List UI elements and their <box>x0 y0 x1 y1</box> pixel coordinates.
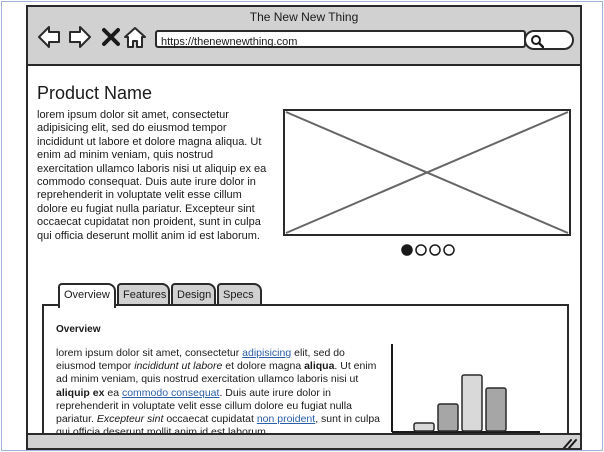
address-input[interactable] <box>157 35 524 49</box>
tab-design[interactable] <box>171 283 216 305</box>
overview-text-normal: ea <box>104 386 122 399</box>
image-placeholder-icon <box>283 109 571 236</box>
overview-text-normal: elit, sed do eiusmod tempor <box>56 347 345 373</box>
address-bar[interactable] <box>155 30 526 48</box>
overview-text-normal: et dolore magna <box>222 360 305 373</box>
overview-text-normal: . Duis aute irure dolor in reprehenderit in voluptate velit esse cillum dolore eu fugiat nulla pariatur. <box>56 386 352 426</box>
overview-body <box>56 347 381 439</box>
overview-text-normal: , sunt in culpa <box>315 413 380 426</box>
overview-text-normal: . Ut enim ad minim veniam, quis nostrud exercitation ullamco laboris nisi ut <box>56 360 377 386</box>
chart-bar <box>414 423 434 431</box>
close-icon[interactable] <box>99 25 123 49</box>
overview-heading: Overview <box>56 324 101 335</box>
search-icon <box>530 34 544 48</box>
carousel-indicator <box>400 243 456 257</box>
window-title: The New New Thing <box>249 10 359 24</box>
tab-specs[interactable] <box>217 283 262 305</box>
product-description: lorem ipsum dolor sit amet, consectetur adipisicing elit, sed do eiusmod tempor incididunt ut labore et dolore magna aliqua. Ut enim ad minim veniam, quis nostrud exercitation ullamco laboris nisi ut aliquip ex ea commodo consequat. Duis aute irure dolor in reprehenderit in voluptate velit esse cillum dolore eu fugiat nulla pariatur. Excepteur sint occaecat cupidatat non proident, sunt in culpa qui officia deserunt mollit anim id est laborum. <box>37 109 267 242</box>
overview-text-bold: aliqua <box>304 360 335 373</box>
tab-label: Design <box>177 289 212 301</box>
browser-titlebar <box>28 7 580 66</box>
tab-label: Overview <box>64 289 110 301</box>
overview-link[interactable]: adipisicing <box>242 347 292 359</box>
tab-features[interactable] <box>117 283 170 305</box>
overview-text-normal: occaecat cupidatat <box>163 413 257 426</box>
resize-grip-icon[interactable] <box>561 437 577 449</box>
arrow-left-icon[interactable] <box>37 25 61 49</box>
chart-bar <box>438 404 458 431</box>
browser-window <box>26 5 582 450</box>
overview-text-normal: lorem ipsum dolor sit amet, consectetur <box>56 347 243 359</box>
tab-panel-overview <box>42 304 569 450</box>
overview-text-italic: incididunt ut labore <box>134 360 223 373</box>
chart-bar <box>486 388 506 431</box>
carousel-dot[interactable] <box>430 245 440 255</box>
page-frame <box>1 1 603 451</box>
tab-label: Specs <box>223 289 254 301</box>
tab-overview[interactable] <box>58 283 116 308</box>
overview-text-bold: aliquip ex <box>56 386 105 399</box>
overview-text-italic: Excepteur sint <box>96 413 164 426</box>
carousel-dot[interactable] <box>444 245 454 255</box>
overview-link[interactable]: non proident <box>256 413 316 426</box>
chart-bar <box>462 375 482 431</box>
tab-label: Features <box>123 289 167 301</box>
search-button[interactable] <box>524 30 574 50</box>
carousel-dot[interactable] <box>402 245 412 255</box>
status-bar <box>28 433 580 450</box>
home-icon[interactable] <box>123 25 147 49</box>
bar-chart <box>390 344 540 434</box>
arrow-right-icon[interactable] <box>68 25 92 49</box>
product-title: Product Name <box>37 83 153 103</box>
overview-link[interactable]: commodo consequat <box>121 386 220 399</box>
carousel-dot[interactable] <box>416 245 426 255</box>
